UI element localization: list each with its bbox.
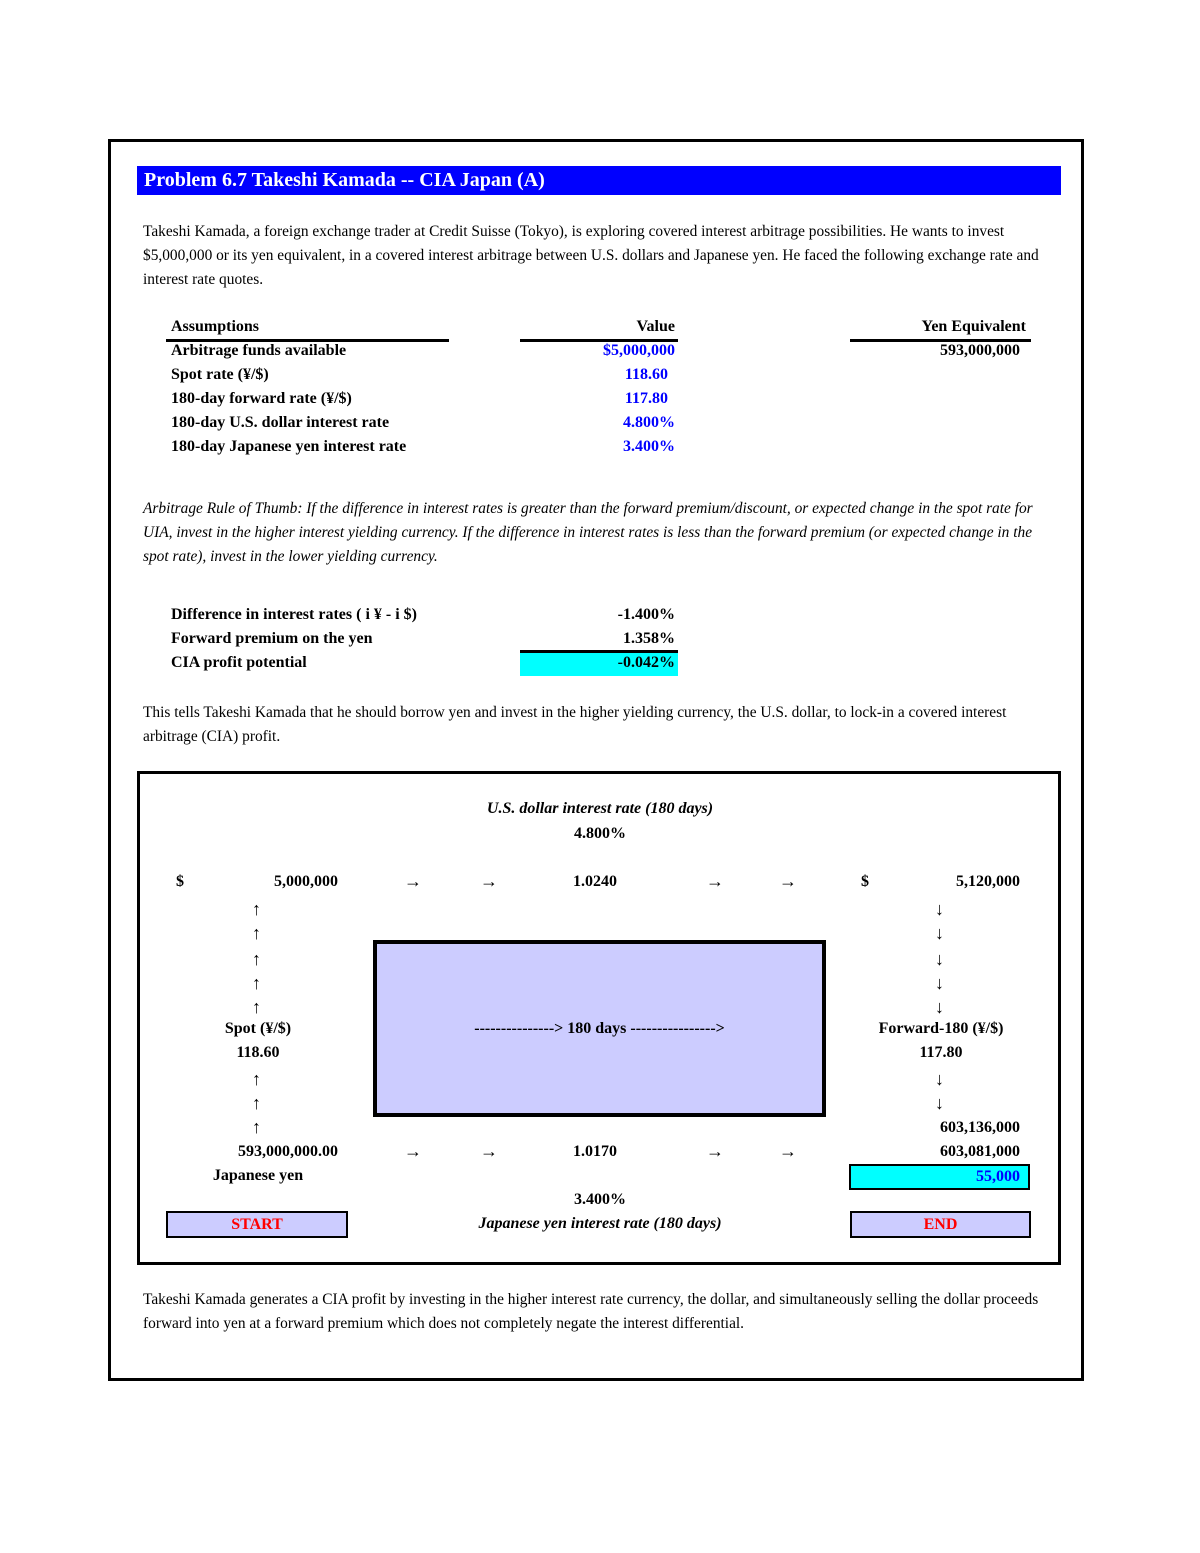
value-header: Value	[636, 318, 675, 335]
rule-of-thumb: Arbitrage Rule of Thumb: If the difference in interest rates is greater than the forward premium/discount, or expected change in the spot rate for UIA, invest in the higher interest yielding currency. If the difference in interest rates is less than the forward premium (or expected change in the spot rate), invest in the lower yielding currency.	[143, 500, 1033, 565]
assumption-value: 4.800%	[623, 414, 675, 431]
spot-label: Spot (¥/$)	[224, 1020, 292, 1037]
right-arrow-icon: →	[779, 1141, 797, 1161]
down-arrow-icon: ↓	[935, 1093, 944, 1113]
yen-equivalent-header: Yen Equivalent	[921, 318, 1026, 335]
down-arrow-icon: ↓	[935, 973, 944, 993]
yen-start-amount: 593,000,000.00	[238, 1143, 338, 1160]
down-arrow-icon: ↓	[935, 1069, 944, 1089]
yen-rate-label: Japanese yen interest rate (180 days)	[478, 1215, 722, 1232]
analysis-value: -1.400%	[617, 606, 675, 623]
yen-repayment: 603,081,000	[940, 1143, 1020, 1160]
right-arrow-icon: →	[706, 871, 724, 891]
usd-start-amount: 5,000,000	[274, 873, 338, 890]
down-arrow-icon: ↓	[935, 899, 944, 919]
up-arrow-icon: ↑	[252, 899, 261, 919]
end-label-box: END	[850, 1211, 1031, 1238]
up-arrow-icon: ↑	[252, 923, 261, 943]
spot-value: 118.60	[236, 1044, 280, 1061]
analysis-label: CIA profit potential	[171, 654, 307, 671]
right-arrow-icon: →	[480, 871, 498, 891]
up-arrow-icon: ↑	[252, 949, 261, 969]
assumption-value: 117.80	[624, 390, 668, 407]
assumption-label: 180-day forward rate (¥/$)	[171, 390, 352, 407]
usd-end-amount: 5,120,000	[956, 873, 1020, 890]
analysis-value: 1.358%	[623, 630, 675, 647]
assumption-label: 180-day U.S. dollar interest rate	[171, 414, 390, 431]
right-arrow-icon: →	[404, 1141, 422, 1161]
right-arrow-icon: →	[706, 1141, 724, 1161]
profit-cell: 55,000	[849, 1164, 1030, 1190]
closing-paragraph: Takeshi Kamada generates a CIA profit by investing in the higher interest rate currency, the dollar, and simultaneously selling the dollar proceeds forward into yen at a forward premium which does not completely negate the interest differential.	[143, 1291, 1039, 1332]
forward-label: Forward-180 (¥/$)	[878, 1020, 1004, 1037]
right-arrow-icon: →	[480, 1141, 498, 1161]
yen-equivalent-value: 593,000,000	[940, 342, 1020, 359]
us-rate-value: 4.800%	[574, 825, 626, 842]
assumption-label: Arbitrage funds available	[171, 342, 347, 359]
up-arrow-icon: ↑	[252, 1117, 261, 1137]
assumption-value: 3.400%	[623, 438, 675, 455]
start-label-box: START	[166, 1211, 348, 1238]
page-title: Problem 6.7 Takeshi Kamada -- CIA Japan (A)	[137, 166, 1061, 195]
up-arrow-icon: ↑	[252, 997, 261, 1017]
assumptions-header: Assumptions	[171, 318, 260, 335]
intro-paragraph: Takeshi Kamada, a foreign exchange trader at Credit Suisse (Tokyo), is exploring covered interest arbitrage possibilities. He wants to invest $5,000,000 or its yen equivalent, in a covered interest arbitrage between U.S. dollars and Japanese yen. He faced the following exchange rate and interest rate quotes.	[143, 223, 1039, 288]
us-rate-label: U.S. dollar interest rate (180 days)	[486, 800, 714, 817]
dollar-sign: $	[861, 873, 869, 890]
yen-rate-value: 3.400%	[574, 1191, 626, 1208]
sum-underline	[520, 650, 678, 653]
conclusion-paragraph: This tells Takeshi Kamada that he should borrow yen and invest in the higher yielding currency, the U.S. dollar, to lock-in a covered interest arbitrage (CIA) profit.	[143, 704, 1007, 745]
forward-value: 117.80	[919, 1044, 963, 1061]
cia-profit-value: -0.042%	[617, 654, 675, 671]
up-arrow-icon: ↑	[252, 1093, 261, 1113]
analysis-label: Difference in interest rates ( i ¥ - i $)	[171, 606, 417, 623]
right-arrow-icon: →	[779, 871, 797, 891]
right-arrow-icon: →	[404, 871, 422, 891]
assumption-value: $5,000,000	[603, 342, 675, 359]
down-arrow-icon: ↓	[935, 923, 944, 943]
assumption-label: Spot rate (¥/$)	[171, 366, 269, 383]
center-text: ---------------> 180 days ---------------->	[474, 1020, 725, 1037]
assumption-label: 180-day Japanese yen interest rate	[171, 438, 407, 455]
usd-factor: 1.0240	[573, 873, 617, 890]
up-arrow-icon: ↑	[252, 1069, 261, 1089]
analysis-label: Forward premium on the yen	[171, 630, 373, 647]
dollar-sign: $	[176, 873, 184, 890]
assumption-value: 118.60	[624, 366, 668, 383]
yen-label: Japanese yen	[212, 1167, 304, 1184]
down-arrow-icon: ↓	[935, 997, 944, 1017]
yen-proceeds: 603,136,000	[940, 1119, 1020, 1136]
down-arrow-icon: ↓	[935, 949, 944, 969]
yen-factor: 1.0170	[573, 1143, 617, 1160]
up-arrow-icon: ↑	[252, 973, 261, 993]
